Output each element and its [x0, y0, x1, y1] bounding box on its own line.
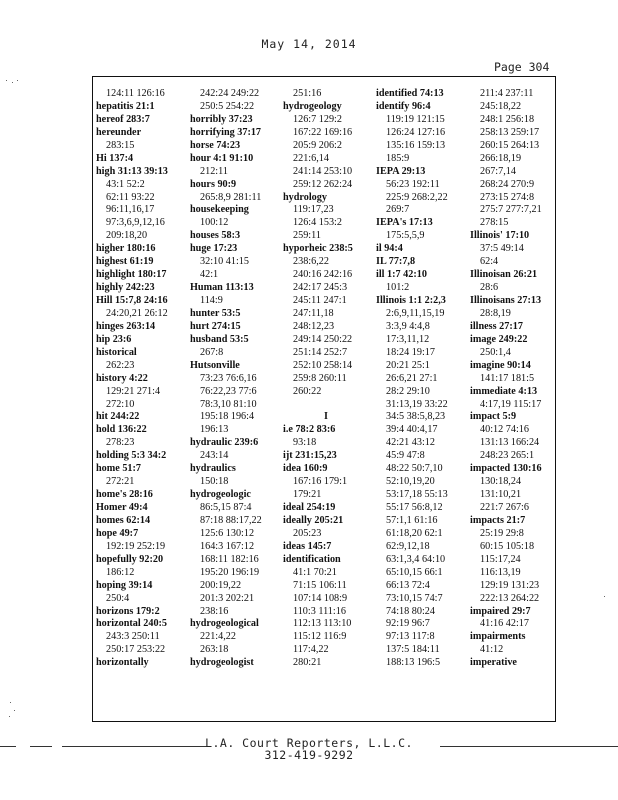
index-reference: 250:1,4 [480, 346, 511, 358]
index-reference: 260:22 [293, 385, 322, 397]
index-reference: 222:13 264:22 [480, 592, 540, 604]
index-term: housekeeping [190, 204, 249, 216]
index-reference: 130:18,24 [480, 476, 522, 488]
index-column-5 [470, 88, 542, 670]
index-term: horse 74:23 [190, 139, 241, 151]
index-term: horrifying 37:17 [190, 126, 262, 138]
index-term: Hutsonville [190, 359, 240, 371]
scan-speck [604, 596, 605, 597]
index-reference: 245:18,22 [480, 100, 522, 112]
index-reference: 3:3,9 4:4,8 [386, 320, 430, 332]
index-term: ideal 254:19 [283, 502, 336, 513]
index-term: home 51:7 [96, 463, 141, 475]
index-reference: 116:13,19 [480, 566, 521, 578]
index-reference: 100:12 [200, 217, 229, 229]
index-reference: 248:1 256:18 [480, 113, 535, 125]
index-term: Hill 15:7,8 24:16 [96, 295, 168, 306]
index-reference: 43:1 52:2 [106, 178, 145, 190]
index-term: hunter 53:5 [190, 307, 241, 319]
index-reference: 212:11 [200, 165, 228, 177]
index-reference: 52:10,19,20 [386, 476, 435, 488]
index-column-2 [190, 88, 262, 670]
index-reference: 126:24 127:16 [386, 126, 446, 138]
index-reference: 114:9 [200, 295, 223, 306]
index-reference: 131:13 166:24 [480, 437, 540, 449]
index-term: il 94:4 [376, 243, 403, 255]
index-reference: 185:9 [386, 152, 410, 164]
index-term: ideas 145:7 [283, 540, 332, 552]
index-reference: 97:3,6,9,12,16 [106, 217, 165, 229]
index-term: home's 28:16 [96, 489, 153, 501]
index-term: hydraulic 239:6 [190, 437, 259, 449]
index-term: identification [283, 553, 341, 565]
index-reference: 265:8,9 281:11 [200, 191, 262, 203]
index-term: ideally 205:21 [283, 514, 344, 526]
index-reference: 41:1 70:21 [293, 566, 337, 578]
index-reference: 249:14 250:22 [293, 333, 353, 345]
transcript-date: May 14, 2014 [261, 37, 357, 51]
index-term: image 249:22 [470, 333, 528, 345]
index-reference: 28:6 [480, 282, 499, 294]
index-term: Homer 49:4 [96, 502, 148, 513]
index-reference: 250:4 [106, 592, 130, 604]
index-reference: 250:17 253:22 [106, 644, 166, 656]
index-term: horribly 37:23 [190, 113, 253, 125]
index-reference: 115:17,24 [480, 553, 521, 565]
index-reference: 195:20 196:19 [200, 566, 260, 578]
index-term: hydrogeologist [190, 657, 254, 669]
index-reference: 42:21 43:12 [386, 437, 435, 449]
index-reference: 101:2 [386, 282, 410, 294]
index-reference: 31:13,19 33:22 [386, 398, 448, 410]
index-reference: 167:22 169:16 [293, 126, 353, 138]
index-term: Human 113:13 [190, 282, 254, 294]
index-reference: 26:6,21 27:1 [386, 372, 438, 384]
index-reference: 56:23 192:11 [386, 178, 440, 190]
index-term: hopefully 92:20 [96, 553, 164, 565]
index-term: homes 62:14 [96, 514, 151, 526]
index-term: impacted 130:16 [470, 463, 542, 475]
index-term: idea 160:9 [283, 463, 328, 475]
index-reference: 175:5,5,9 [386, 230, 425, 242]
index-reference: 53:17,18 55:13 [386, 489, 448, 501]
index-reference: 262:23 [106, 359, 135, 371]
index-column-3 [283, 88, 369, 670]
index-reference: 240:16 242:16 [293, 269, 353, 281]
index-reference: 205:9 206:2 [293, 139, 342, 151]
index-reference: 129:21 271:4 [106, 385, 161, 397]
index-reference: 62:4 [480, 256, 499, 268]
index-reference: 25:19 29:8 [480, 527, 524, 539]
index-reference: 211:4 237:11 [480, 88, 534, 99]
index-reference: 74:18 80:24 [386, 605, 435, 617]
index-reference: 275:7 277:7,21 [480, 204, 542, 216]
index-reference: 188:13 196:5 [386, 657, 441, 669]
index-reference: 62:11 93:22 [106, 191, 155, 203]
index-reference: 34:5 38:5,8,23 [386, 411, 446, 423]
index-term: hurt 274:15 [190, 320, 241, 332]
index-reference: 41:16 42:17 [480, 618, 529, 630]
index-reference: 45:9 47:8 [386, 450, 425, 462]
scan-speck [14, 710, 15, 711]
page-number: Page 304 [494, 60, 550, 74]
index-term: houses 58:3 [190, 230, 241, 242]
index-term: I [324, 411, 328, 423]
scan-speck [17, 80, 18, 81]
index-term: hip 23:6 [96, 333, 132, 345]
index-reference: 32:10 41:15 [200, 256, 249, 268]
index-reference: 196:13 [200, 424, 229, 436]
index-reference: 112:13 113:10 [293, 618, 352, 630]
index-term: historical [96, 346, 137, 358]
index-reference: 131:10,21 [480, 489, 522, 501]
index-reference: 247:11,18 [293, 307, 334, 319]
index-reference: 205:23 [293, 527, 322, 539]
index-reference: 66:13 72:4 [386, 579, 430, 591]
index-term: hydraulics [190, 463, 236, 475]
index-reference: 17:3,11,12 [386, 333, 430, 345]
index-reference: 96:11,16,17 [106, 204, 155, 216]
index-term: impairments [470, 631, 526, 643]
index-reference: 225:9 268:2,22 [386, 191, 448, 203]
index-term: identify 96:4 [376, 100, 431, 112]
index-term: hydrogeologic [190, 489, 251, 501]
index-term: husband 53:5 [190, 333, 249, 345]
index-term: hereunder [96, 126, 142, 138]
index-reference: 243:3 250:11 [106, 631, 160, 643]
index-reference: 28:2 29:10 [386, 385, 430, 397]
index-reference: 92:19 96:7 [386, 618, 430, 630]
index-reference: 73:23 76:6,16 [200, 372, 257, 384]
index-reference: 250:5 254:22 [200, 100, 255, 112]
index-reference: 97:13 117:8 [386, 631, 435, 643]
index-term: Illinoisans 27:13 [470, 295, 542, 306]
index-reference: 65:10,15 66:1 [386, 566, 443, 578]
index-reference: 28:8,19 [480, 307, 511, 319]
index-term: immediate 4:13 [470, 385, 538, 397]
index-term: hinges 263:14 [96, 320, 156, 332]
index-reference: 221:7 267:6 [480, 502, 529, 513]
index-reference: 125:6 130:12 [200, 527, 255, 539]
index-term: hyporheic 238:5 [283, 243, 353, 255]
index-reference: 20:21 25:1 [386, 359, 430, 371]
index-term: ijt 231:15,23 [283, 450, 337, 462]
index-term: impact 5:9 [470, 411, 517, 423]
index-term: Hi 137:4 [96, 152, 134, 164]
index-reference: 267:7,14 [480, 165, 516, 177]
index-reference: 278:23 [106, 437, 135, 449]
index-reference: 63:1,3,4 64:10 [386, 553, 446, 565]
index-reference: 259:11 [293, 230, 321, 242]
index-reference: 267:8 [200, 346, 224, 358]
index-reference: 269:7 [386, 204, 410, 216]
index-reference: 87:18 88:17,22 [200, 514, 262, 526]
index-reference: 86:5,15 87:4 [200, 502, 252, 513]
index-reference: 76:22,23 77:6 [200, 385, 257, 397]
index-term: IL 77:7,8 [376, 256, 416, 268]
index-term: hereof 283:7 [96, 113, 150, 125]
index-reference: 110:3 111:16 [293, 605, 346, 617]
index-reference: 280:21 [293, 657, 322, 669]
index-reference: 48:22 50:7,10 [386, 463, 443, 475]
index-term: hold 136:22 [96, 424, 147, 436]
index-term: highly 242:23 [96, 282, 155, 294]
court-reporter-phone: 312-419-9292 [264, 748, 354, 762]
index-term: IEPA's 17:13 [376, 217, 433, 229]
index-reference: 107:14 108:9 [293, 592, 348, 604]
index-reference: 126:4 153:2 [293, 217, 342, 229]
index-term: hour 4:1 91:10 [190, 152, 254, 164]
index-term: ill 1:7 42:10 [376, 269, 427, 281]
index-reference: 260:15 264:13 [480, 139, 540, 151]
index-term: holding 5:3 34:2 [96, 450, 167, 462]
index-reference: 141:17 181:5 [480, 372, 535, 384]
index-reference: 245:11 247:1 [293, 295, 347, 306]
index-term: horizontally [96, 657, 149, 669]
index-term: horizontal 240:5 [96, 618, 168, 630]
index-term: hepatitis 21:1 [96, 100, 155, 112]
index-reference: 266:18,19 [480, 152, 522, 164]
index-reference: 126:7 129:2 [293, 113, 342, 125]
index-reference: 201:3 202:21 [200, 592, 255, 604]
scan-speck [10, 702, 11, 703]
index-reference: 200:19,22 [200, 579, 242, 591]
index-term: imagine 90:14 [470, 359, 531, 371]
index-term: Illinois' 17:10 [470, 230, 530, 242]
index-term: Illinois 1:1 2:2,3 [376, 295, 446, 306]
index-reference: 242:24 249:22 [200, 88, 260, 99]
index-reference: 248:23 265:1 [480, 450, 535, 462]
index-reference: 278:15 [480, 217, 509, 229]
index-reference: 119:17,23 [293, 204, 334, 216]
index-reference: 57:1,1 61:16 [386, 514, 438, 526]
index-reference: 4:17,19 115:17 [480, 398, 542, 410]
index-reference: 167:16 179:1 [293, 476, 348, 488]
index-reference: 124:11 126:16 [106, 88, 165, 99]
index-reference: 242:17 245:3 [293, 282, 348, 294]
index-reference: 137:5 184:11 [386, 644, 440, 656]
index-reference: 40:12 74:16 [480, 424, 529, 436]
index-reference: 251:14 252:7 [293, 346, 348, 358]
index-reference: 93:18 [293, 437, 317, 449]
index-term: illness 27:17 [470, 320, 523, 332]
index-reference: 62:9,12,18 [386, 540, 430, 552]
index-reference: 60:15 105:18 [480, 540, 535, 552]
index-reference: 283:15 [106, 139, 135, 151]
index-reference: 186:12 [106, 566, 135, 578]
index-term: Illinoisan 26:21 [470, 269, 538, 281]
index-reference: 115:12 116:9 [293, 631, 347, 643]
scan-speck [6, 80, 7, 81]
index-term: hoping 39:14 [96, 579, 153, 591]
scan-speck [9, 716, 10, 717]
index-term: horizons 179:2 [96, 605, 160, 617]
index-column-1 [96, 88, 168, 670]
index-column-4 [376, 88, 448, 670]
index-reference: 39:4 40:4,17 [386, 424, 438, 436]
index-term: hydrogeology [283, 100, 342, 112]
index-term: imperative [470, 657, 517, 669]
index-reference: 258:13 259:17 [480, 126, 540, 138]
index-reference: 221:4,22 [200, 631, 236, 643]
index-reference: 129:19 131:23 [480, 579, 540, 591]
court-reporter-name: L.A. Court Reporters, L.L.C. [205, 736, 413, 750]
index-reference: 168:11 182:16 [200, 553, 259, 565]
index-reference: 259:12 262:24 [293, 178, 353, 190]
index-reference: 2:6,9,11,15,19 [386, 307, 445, 319]
index-term: impaired 29:7 [470, 605, 531, 617]
index-reference: 248:12,23 [293, 320, 335, 332]
index-term: huge 17:23 [190, 243, 238, 255]
index-reference: 192:19 252:19 [106, 540, 166, 552]
index-reference: 150:18 [200, 476, 229, 488]
scan-speck [12, 82, 13, 83]
index-reference: 272:10 [106, 398, 135, 410]
index-term: highest 61:19 [96, 256, 154, 268]
index-term: impacts 21:7 [470, 514, 526, 526]
index-reference: 272:21 [106, 476, 135, 488]
index-term: hydrogeological [190, 618, 259, 630]
index-term: hope 49:7 [96, 527, 139, 539]
index-term: higher 180:16 [96, 243, 156, 255]
index-reference: 164:3 167:12 [200, 540, 255, 552]
index-term: hit 244:22 [96, 411, 140, 423]
index-reference: 195:18 196:4 [200, 411, 255, 423]
index-term: identified 74:13 [376, 88, 444, 99]
index-reference: 251:16 [293, 88, 322, 99]
index-reference: 55:17 56:8,12 [386, 502, 443, 513]
index-reference: 135:16 159:13 [386, 139, 446, 151]
index-reference: 259:8 260:11 [293, 372, 347, 384]
index-reference: 241:14 253:10 [293, 165, 353, 177]
index-reference: 78:3,10 81:10 [200, 398, 257, 410]
index-term: high 31:13 39:13 [96, 165, 168, 177]
index-reference: 42:1 [200, 269, 219, 281]
index-reference: 119:19 121:15 [386, 113, 445, 125]
index-reference: 252:10 258:14 [293, 359, 353, 371]
index-reference: 179:21 [293, 489, 322, 501]
index-term: highlight 180:17 [96, 269, 167, 281]
index-reference: 243:14 [200, 450, 229, 462]
index-reference: 37:5 49:14 [480, 243, 524, 255]
index-term: hydrology [283, 191, 327, 203]
index-reference: 268:24 270:9 [480, 178, 535, 190]
index-reference [283, 399, 369, 412]
index-reference: 71:15 106:11 [293, 579, 347, 591]
index-reference: 24:20,21 26:12 [106, 307, 168, 319]
index-reference: 41:12 [480, 644, 504, 656]
index-reference: 273:15 274:8 [480, 191, 535, 203]
index-reference: 238:6,22 [293, 256, 329, 268]
index-reference: 263:18 [200, 644, 229, 656]
index-term: history 4:22 [96, 372, 148, 384]
index-term: hours 90:9 [190, 178, 237, 190]
index-reference: 117:4,22 [293, 644, 329, 656]
index-reference: 221:6,14 [293, 152, 329, 164]
index-reference: 73:10,15 74:7 [386, 592, 443, 604]
index-reference: 209:18,20 [106, 230, 148, 242]
index-reference: 238:16 [200, 605, 229, 617]
index-reference: 18:24 19:17 [386, 346, 435, 358]
index-reference: 61:18,20 62:1 [386, 527, 443, 539]
index-term: IEPA 29:13 [376, 165, 426, 177]
index-term: i.e 78:2 83:6 [283, 424, 336, 436]
